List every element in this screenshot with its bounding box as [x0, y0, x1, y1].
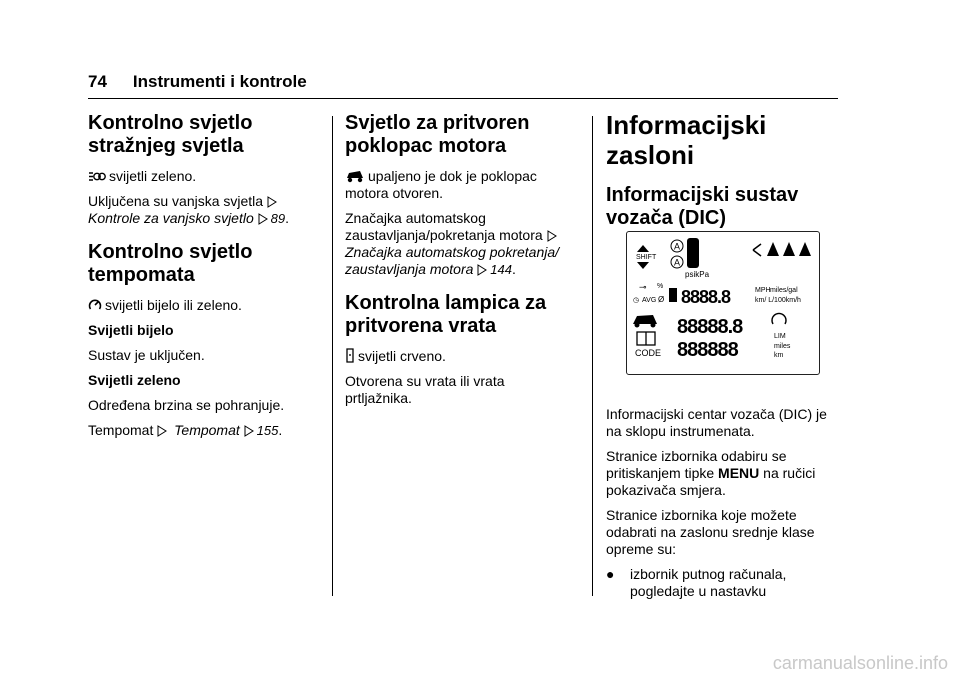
speed-limiter-icon: [772, 313, 786, 324]
subheading: Svijetli zeleno: [88, 372, 181, 388]
column-divider: [592, 116, 593, 596]
paragraph: Informacijski centar vozača (DIC) je na sklopu instrumenata.: [606, 406, 827, 439]
paragraph: Stranice izbornika koje možete odabrati na zaslonu srednje klase opreme su:: [606, 507, 815, 557]
paragraph: svijetli crveno.: [345, 348, 577, 365]
clock-icon: ◷: [633, 297, 640, 304]
paragraph: Sustav je uključen.: [88, 347, 205, 363]
paragraph: Određena brzina se pohranjuje.: [88, 397, 285, 413]
reference-arrow-icon: [547, 230, 557, 242]
dic-display-graphic: [627, 232, 819, 374]
shift-label: SHIFT: [636, 254, 657, 261]
reference-arrow-icon: [477, 264, 487, 276]
column-3: [606, 110, 846, 240]
reference-arrow-icon: [157, 425, 167, 437]
column-3-body: [606, 406, 846, 600]
tire-unit-label: psikPa: [685, 270, 710, 279]
lim-label: LIM: [774, 333, 786, 340]
section-title-door-ajar: Kontrolna lampica za pritvorena vrata: [345, 292, 547, 337]
header-rule: [88, 98, 838, 99]
column-divider: [332, 116, 333, 596]
section-title-dic: Informacijski sustav vozača (DIC): [606, 184, 799, 229]
chapter-title: Informacijski zasloni: [606, 110, 767, 170]
paragraph: Otvorena su vrata ili vrata prtljažnika.: [345, 373, 505, 406]
percent-label: %: [657, 283, 664, 290]
reference-page[interactable]: 144: [490, 262, 512, 277]
section-title-rear-light: Kontrolno svjetlo stražnjeg svjetla: [88, 112, 253, 157]
section-title-cruise-control: Kontrolno svjetlo tempomata: [88, 241, 253, 286]
page-number: 74: [88, 72, 107, 91]
trip-icon: ⊸: [639, 282, 647, 292]
mph-label: MPH: [755, 287, 771, 294]
cruise-control-icon: [88, 298, 102, 312]
tire-pressure-icon: [687, 238, 699, 268]
paragraph: svijetli zeleno.: [88, 168, 320, 185]
code-label: CODE: [635, 348, 662, 358]
reference-arrow-icon: [258, 213, 268, 225]
reference-link[interactable]: Tempomat: [174, 422, 240, 438]
section-title: Instrumenti i kontrole: [132, 72, 307, 91]
reference-arrow-icon: [267, 196, 277, 208]
reference-link[interactable]: Kontrole za vanjsko svjetlo: [88, 210, 254, 226]
reference-page[interactable]: 89: [270, 211, 286, 226]
page-header: [88, 72, 307, 92]
hood-open-icon: [345, 169, 365, 183]
segment-display-1: 8888.8: [681, 287, 731, 307]
reference-page[interactable]: 155: [256, 423, 279, 438]
watermark: carmanualsonline.info: [772, 653, 948, 673]
menu-key-label: MENU: [718, 465, 760, 481]
arrow-left-icon: [753, 244, 761, 256]
paragraph: Značajka automatskog zaustavljanja/pokretanja motora Značajka automatskog pokretanja/ zaustavljanja motora 144.: [345, 210, 560, 277]
paragraph: Stranice izbornika odabiru se pritiskanjem tipke MENU na ručici pokazivača smjera.: [606, 448, 816, 498]
segment-display-2: 88888.8: [677, 316, 743, 338]
subheading: Svijetli bijelo: [88, 322, 174, 338]
section-title-hood-light: Svjetlo za pritvoren poklopac motora: [345, 112, 530, 157]
mpg-label: miles/gal: [770, 287, 798, 294]
reference-link[interactable]: Značajka automatskog pokretanja/: [345, 244, 560, 260]
paragraph: Tempomat Tempomat 155.: [88, 422, 283, 438]
km-label: km: [774, 352, 784, 359]
seatbelt-icon: [767, 242, 779, 256]
dic-display-illustration: [626, 231, 820, 375]
avg-symbol: Ø: [658, 295, 665, 304]
door-open-icon: [345, 348, 355, 363]
avg-label: AVG: [642, 297, 657, 304]
paragraph: Uključena su vanjska svjetla Kontrole za vanjsko svjetlo 89.: [88, 193, 290, 226]
paragraph: upaljeno je dok je poklopac motora otvoren.: [345, 168, 537, 201]
miles-label: miles: [774, 343, 791, 350]
column-1: [88, 112, 320, 447]
auto-label: A: [674, 257, 681, 268]
fuel-pump-icon: [669, 288, 677, 302]
column-2: [345, 112, 577, 415]
reference-link[interactable]: zaustavljanja motora: [345, 261, 474, 277]
seatbelt-icon: [799, 242, 811, 256]
seatbelt-icon: [783, 242, 795, 256]
list-item: ● izbornik putnog računala, pogledajte u nastavku: [606, 566, 787, 599]
shift-up-icon: [637, 245, 649, 252]
shift-down-icon: [637, 262, 649, 269]
rear-light-icon: [88, 170, 106, 183]
bullet: ●: [606, 566, 615, 582]
auto-label: A: [674, 241, 681, 252]
paragraph: svijetli bijelo ili zeleno.: [88, 297, 320, 314]
kmh-label: km/ L/100km/h: [755, 297, 801, 304]
reference-arrow-icon: [244, 425, 254, 437]
segment-display-3: 888888: [677, 339, 738, 361]
